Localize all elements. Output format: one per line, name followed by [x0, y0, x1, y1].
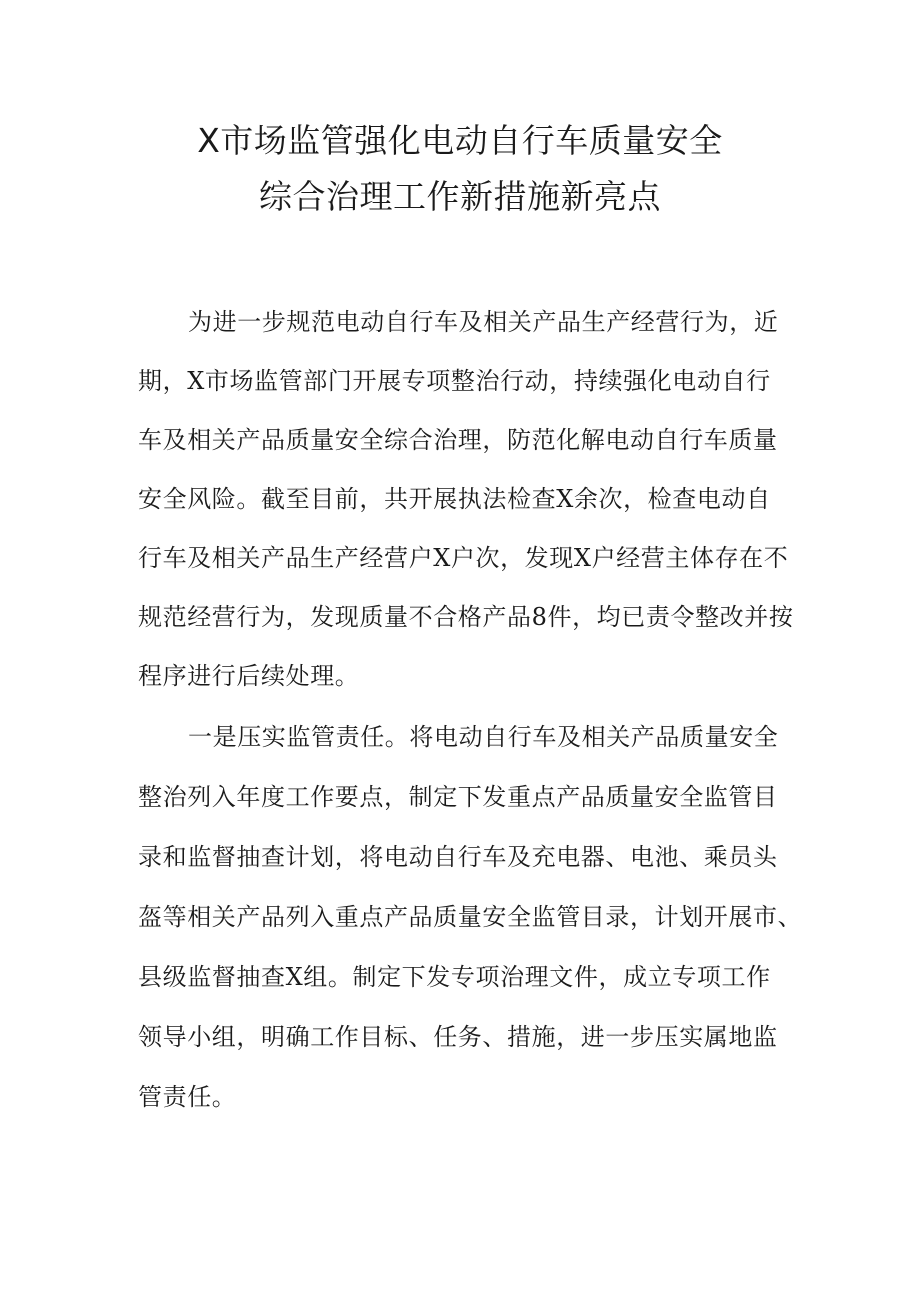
paragraph-2-line-2: 整治列入年度工作要点，制定下发重点产品质量安全监管目 — [138, 783, 778, 811]
paragraph-1-line-3: 车及相关产品质量安全综合治理，防范化解电动自行车质量 — [138, 426, 778, 454]
document-title-line-1: X市场监管强化电动自行车质量安全 — [197, 121, 723, 160]
paragraph-2-line-7: 管责任。 — [138, 1083, 237, 1111]
paragraph-1-line-4: 安全风险。截至目前，共开展执法检查X余次，检查电动自 — [138, 485, 771, 513]
paragraph-1-line-5: 行车及相关产品生产经营户X户次，发现X户经营主体存在不 — [138, 544, 789, 572]
paragraph-2-line-4: 盔等相关产品列入重点产品质量安全监管目录，计划开展市、 — [138, 903, 803, 931]
paragraph-2-line-6: 领导小组，明确工作目标、任务、措施，进一步压实属地监 — [138, 1023, 778, 1051]
paragraph-2-line-1: 一是压实监管责任。将电动自行车及相关产品质量安全 — [188, 723, 779, 751]
paragraph-1-line-7: 程序进行后续处理。 — [138, 662, 360, 690]
paragraph-1-line-6: 规范经营行为，发现质量不合格产品8件，均已责令整改并按 — [138, 603, 794, 631]
document-title-line-2: 综合治理工作新措施新亮点 — [259, 177, 661, 216]
paragraph-2-line-3: 录和监督抽查计划，将电动自行车及充电器、电池、乘员头 — [138, 843, 778, 871]
paragraph-1-line-1: 为进一步规范电动自行车及相关产品生产经营行为，近 — [188, 308, 779, 336]
paragraph-1-line-2: 期，X市场监管部门开展专项整治行动，持续强化电动自行 — [138, 367, 771, 395]
paragraph-2-line-5: 县级监督抽查X组。制定下发专项治理文件，成立专项工作 — [138, 963, 771, 991]
